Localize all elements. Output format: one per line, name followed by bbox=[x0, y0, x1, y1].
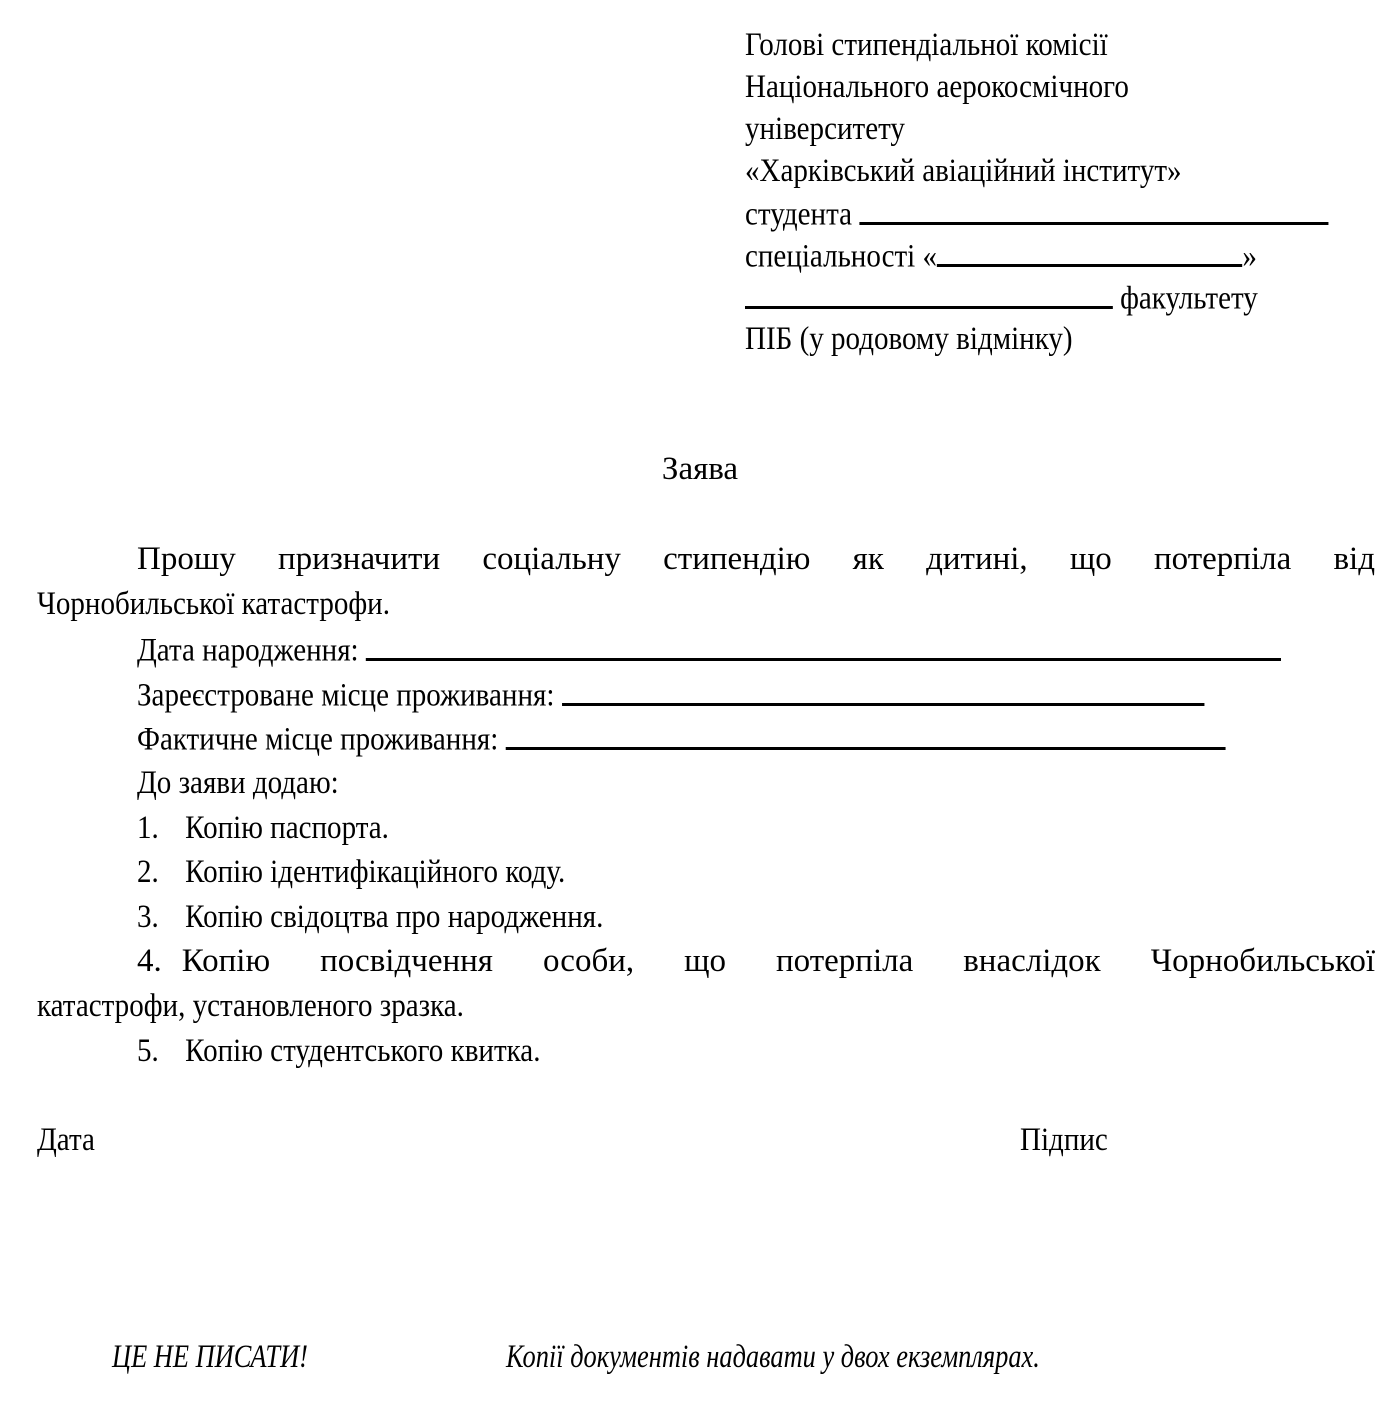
attachment-item bbox=[137, 851, 565, 893]
attachment-text: Копію посвідчення особи, що потерпіла внаслідок Чорнобильської bbox=[181, 943, 1375, 979]
actual-address-field bbox=[137, 717, 1225, 761]
registered-address-label: Зареєстроване місце проживання: bbox=[137, 677, 555, 714]
student-blank-line[interactable] bbox=[859, 192, 1328, 225]
attachment-item bbox=[137, 807, 389, 849]
attachment-number: 4. bbox=[137, 943, 162, 979]
request-line-1: Прошу призначити соціальну стипендію як дитині, що потерпіла від bbox=[137, 541, 1375, 577]
specialty-close-quote: » bbox=[1242, 238, 1257, 275]
header-line-1: Голові стипендіальної комісії bbox=[745, 27, 1108, 63]
actual-address-blank-line[interactable] bbox=[506, 717, 1226, 750]
student-label: студента bbox=[745, 196, 853, 233]
document-title: Заява bbox=[661, 451, 739, 487]
birth-date-label: Дата народження: bbox=[137, 632, 359, 669]
student-field bbox=[745, 192, 1328, 236]
registered-address-blank-line[interactable] bbox=[562, 673, 1204, 706]
header-line-2: Національного аерокосмічного bbox=[745, 69, 1129, 105]
faculty-field bbox=[745, 276, 1258, 320]
specialty-label: спеціальності « bbox=[745, 238, 938, 275]
registered-address-field bbox=[137, 673, 1204, 717]
faculty-label: факультету bbox=[1120, 280, 1258, 317]
attachment-text: Копію паспорта. bbox=[185, 810, 389, 846]
attachment-number: 1. bbox=[137, 810, 159, 846]
attach-label: До заяви додаю: bbox=[137, 765, 339, 801]
note-copies: Копії документів надавати у двох екземплярах. bbox=[506, 1339, 1040, 1375]
request-line-2: Чорнобильської катастрофи. bbox=[37, 586, 390, 622]
attachment-number: 5. bbox=[137, 1033, 159, 1069]
faculty-blank-line[interactable] bbox=[745, 276, 1113, 309]
name-hint: ПІБ (у родовому відмінку) bbox=[745, 321, 1073, 357]
attachment-text: Копію студентського квитка. bbox=[185, 1033, 541, 1069]
note-warning: ЦЕ НЕ ПИСАТИ! bbox=[112, 1339, 308, 1375]
specialty-blank-line[interactable] bbox=[937, 234, 1242, 267]
date-label: Дата bbox=[37, 1122, 95, 1158]
attachment-continuation: катастрофи, установленого зразка. bbox=[37, 988, 464, 1024]
attachment-text: Копію ідентифікаційного коду. bbox=[185, 854, 566, 890]
birth-date-field bbox=[137, 628, 1281, 672]
attachment-number: 2. bbox=[137, 854, 159, 890]
birth-date-blank-line[interactable] bbox=[366, 628, 1281, 661]
attachment-number: 3. bbox=[137, 899, 159, 935]
header-line-4: «Харківський авіаційний інститут» bbox=[745, 153, 1182, 189]
signature-label: Підпис bbox=[1020, 1122, 1108, 1158]
header-line-3: університету bbox=[745, 111, 905, 147]
attachment-item bbox=[137, 896, 603, 938]
specialty-field bbox=[745, 234, 1257, 278]
attachment-text: Копію свідоцтва про народження. bbox=[185, 899, 604, 935]
attachment-item bbox=[137, 1030, 540, 1072]
actual-address-label: Фактичне місце проживання: bbox=[137, 721, 499, 758]
attachment-item bbox=[137, 940, 1375, 982]
